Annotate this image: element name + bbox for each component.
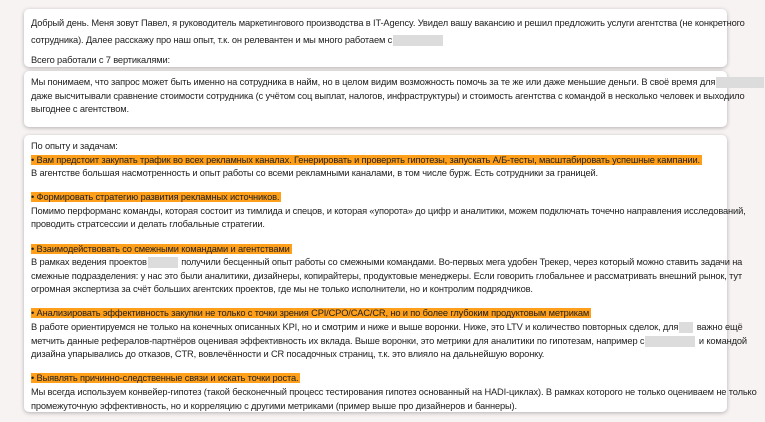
text-segment: В агентстве большая насмотренность и опыт работы со всеми рекламными каналами, в том числе бурж. Есть сотрудники за границей. — [31, 168, 598, 179]
text-line — [31, 15, 745, 32]
task-heading-line — [31, 191, 727, 205]
text-segment: Добрый день. Меня зовут Павел, я руководитель маркетингового производства в IT-Agency. Увидел вашу вакансию и решил предложить услуги агентства (не конкретного — [31, 18, 745, 28]
highlighted-text: • Выявлять причинно-следственные связи и искать точки роста. — [31, 373, 299, 384]
redacted-block — [645, 336, 695, 347]
text-line — [31, 321, 743, 335]
highlighted-text: • Вам предстоит закупать трафик во всех рекламных каналах. Генерировать и проверять гипотезы, запускать А/Б-тесты, масштабировать успешные кампании. — [31, 154, 700, 165]
text-line — [31, 400, 727, 414]
task-heading-line — [31, 307, 727, 321]
redacted-block — [393, 35, 443, 46]
text-line — [31, 90, 745, 104]
text-segment: проводить стратсессии и делать глобальные стратегии. — [31, 219, 265, 230]
text-segment: Помимо перформанс команды, которая состоит из тимлида и спецов, и которая «упорота» до цифр и аналитики, можем подключать точечно направления исследований, — [31, 205, 746, 216]
text-line — [31, 103, 727, 117]
text-segment: смежные подразделения: у нас это были аналитики, дизайнеры, копирайтеры, продуктовые менеджеры. Если говорить глобальнее и рассматривать внешний рынок, тут — [31, 270, 742, 281]
highlighted-text: • Анализировать эффективность закупки не только с точки зрения CPI/CPO/CAC/CR, но и по более глубоким продуктовым метрикам — [31, 308, 590, 319]
message-card-experience — [24, 135, 757, 412]
text-line — [31, 348, 727, 362]
highlighted-text: • Формировать стратегию развития рекламных источников. — [31, 192, 280, 203]
text-segment: даже высчитывали сравнение стоимости сотрудника (с учётом соц выплат, налогов, инфраструктуры) и стоимость агентства с командой в несколько человек и выходило — [31, 90, 745, 101]
redacted-block — [148, 257, 178, 268]
paragraph-gap — [31, 297, 727, 308]
text-segment: Мы понимаем, что запрос может быть именно на сотрудника в найм, но в целом видим возможность помочь за те же или даже меньшие деньги. В своё время для — [31, 77, 716, 87]
text-line — [31, 386, 757, 400]
text-line — [31, 283, 727, 297]
text-segment: огромная экспертиза за счёт больших агентских проектов, где мы не только исполнители, но и контролим подрядчиков. — [31, 284, 533, 295]
text-segment: важно ещё — [694, 322, 743, 333]
text-segment: По опыту и задачам: — [31, 141, 118, 151]
paragraph-gap — [31, 232, 727, 243]
text-segment: и командой — [696, 335, 747, 346]
text-segment: В рамках ведения проектов — [31, 257, 147, 268]
task-heading-line — [31, 154, 727, 168]
text-segment: дизайна упарывались до отказов, CTR, вовлечённости и CR посадочных страниц, т.к. это влияло на дальнейшую воронку. — [31, 349, 545, 360]
message-card-intro — [24, 9, 745, 67]
text-segment: метчить данные рефералов-партнёров оценивая эффективность их вклада. Выше воронки, это метрики для аналитики по гипотезам, например с — [31, 335, 645, 346]
message-card-cost — [24, 71, 745, 127]
text-segment: Всего работали с 7 вертикалями: — [31, 55, 170, 65]
text-line — [31, 335, 747, 349]
text-segment: Мы всегда используем конвейер-гипотез (такой бесконечный процесс тестирования гипотез основанный на HADI-циклах). В рамках которого не только оцениваем не только — [31, 386, 757, 397]
text-line — [31, 270, 742, 284]
text-segment: В работе ориентируемся не только на конечных описанных KPI, но и смотрим и ниже и выше воронки. Ниже, это LTV и количество повторных сделок, для — [31, 322, 679, 333]
text-segment: получили бесценный опыт работы со смежными командами. Во-первых мега удобен Трекер, через который можно ставить задачи на — [178, 257, 743, 268]
task-heading-line — [31, 243, 727, 257]
paragraph-gap — [31, 181, 727, 192]
text-segment: промежуточную эффективность, но и корреляцию с другими метриками (пример выше про дизайнеров и баннеры). — [31, 400, 517, 411]
text-line — [31, 256, 743, 270]
highlighted-text: • Взаимодействовать со смежными командами и агентствами — [31, 243, 290, 254]
redacted-block — [679, 322, 693, 333]
text-segment: выгоднее с агентством. — [31, 104, 129, 115]
text-line — [31, 76, 727, 90]
text-line — [31, 167, 727, 181]
text-line — [31, 218, 727, 232]
text-line — [31, 205, 746, 219]
text-line — [31, 140, 727, 154]
text-segment: сотрудника). Далее расскажу про наш опыт, т.к. он релевантен и мы много работаем с — [31, 35, 393, 45]
paragraph-gap — [31, 362, 727, 373]
text-line — [31, 32, 727, 49]
text-line — [31, 52, 727, 69]
redacted-block — [716, 77, 764, 88]
task-heading-line — [31, 372, 727, 386]
